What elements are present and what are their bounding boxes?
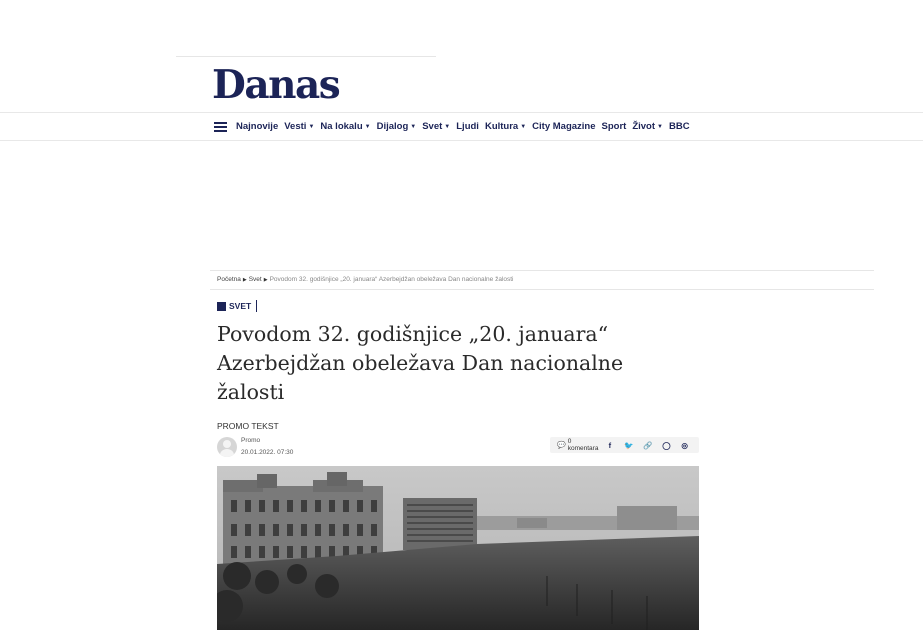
breadcrumb-section[interactable]: Svet — [248, 276, 262, 283]
viber-icon[interactable]: ◎ — [681, 440, 688, 450]
section-tag-label: SVET — [229, 301, 252, 311]
promo-label: PROMO TEKST — [217, 421, 279, 431]
comments-link[interactable] — [557, 438, 598, 452]
site-logo[interactable]: Danas — [212, 62, 340, 108]
breadcrumb — [217, 276, 514, 283]
twitter-icon[interactable]: 🐦 — [624, 440, 634, 450]
nav-divider-bottom — [0, 140, 923, 141]
breadcrumb-divider-bottom — [210, 289, 874, 290]
nav-item-vesti[interactable]: Vesti ▼ — [284, 121, 315, 132]
publish-date: 20.01.2022. 07:30 — [241, 449, 294, 456]
caret-down-icon: ▼ — [364, 123, 371, 130]
caret-down-icon: ▼ — [520, 123, 527, 130]
link-icon[interactable]: 🔗 — [643, 440, 653, 450]
nav-item-svet[interactable]: Svet ▼ — [422, 121, 451, 132]
article-title: Povodom 32. godišnjice „20. januara“ Azerbejdžan obeležava Dan nacionalne žalosti — [217, 322, 624, 404]
nav-item-na-lokalu[interactable]: Na lokalu ▼ — [320, 121, 371, 132]
facebook-icon[interactable]: f — [608, 440, 612, 450]
header-top-divider — [176, 56, 436, 57]
caret-down-icon: ▼ — [444, 123, 451, 130]
author-name[interactable]: Promo — [241, 437, 261, 444]
caret-down-icon: ▼ — [308, 123, 315, 130]
article-photo-image — [217, 466, 699, 630]
nav-item-city-magazine[interactable]: City Magazine — [532, 121, 596, 132]
whatsapp-icon[interactable]: ◯ — [662, 440, 671, 450]
main-nav — [214, 113, 696, 140]
avatar — [217, 437, 237, 457]
caret-right-icon: ▶ — [242, 276, 247, 283]
nav-item-zivot[interactable]: Život ▼ — [632, 121, 663, 132]
comments-icon: 💬 — [557, 442, 566, 449]
nav-item-sport[interactable]: Sport — [601, 121, 627, 132]
nav-item-dijalog[interactable]: Dijalog ▼ — [376, 121, 417, 132]
breadcrumb-divider-top — [210, 270, 874, 271]
menu-icon[interactable] — [214, 122, 227, 132]
share-bar — [550, 437, 699, 453]
nav-item-kultura[interactable]: Kultura ▼ — [484, 121, 527, 132]
caret-right-icon: ▶ — [263, 276, 268, 283]
section-tag[interactable] — [217, 300, 257, 312]
breadcrumb-home[interactable]: Početna — [217, 276, 241, 283]
nav-item-ljudi[interactable]: Ljudi — [456, 121, 479, 132]
comments-count: 0 komentara — [567, 438, 599, 452]
article-photo — [217, 466, 699, 630]
nav-item-najnovije[interactable]: Najnovije — [236, 121, 279, 132]
caret-down-icon: ▼ — [657, 123, 663, 130]
section-tag-divider — [256, 300, 257, 312]
nav-item-bbc[interactable]: BBC — [668, 121, 690, 132]
square-icon — [217, 302, 226, 311]
breadcrumb-current: Povodom 32. godišnjice „20. januara“ Azerbejdžan obeležava Dan nacionalne žalosti — [269, 276, 514, 283]
caret-down-icon: ▼ — [410, 123, 417, 130]
